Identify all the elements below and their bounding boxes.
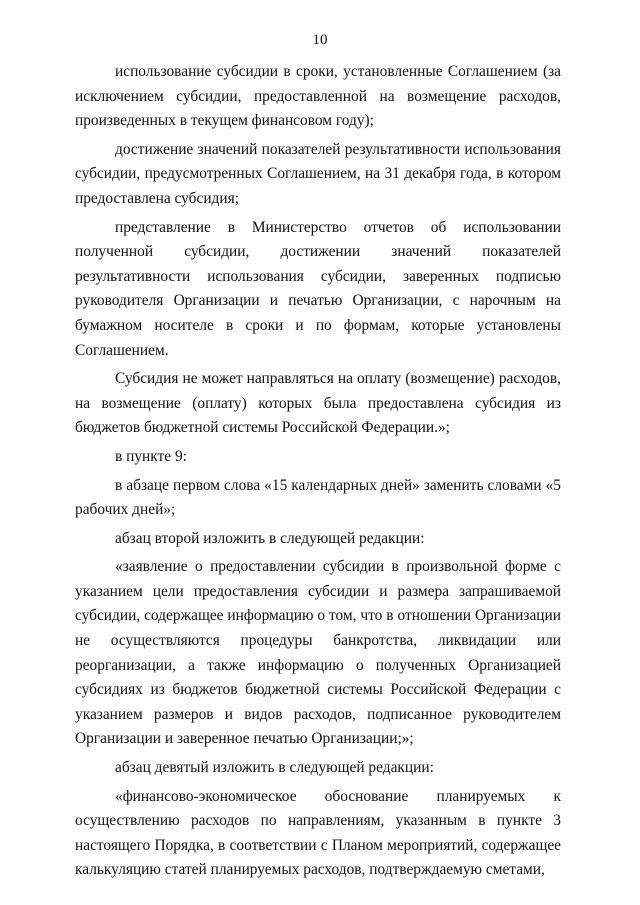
- paragraph-second-subclause-heading: абзац второй изложить в следующей редакции:: [115, 529, 425, 547]
- document-body: [75, 60, 561, 883]
- paragraph-ninth-subclause-heading: абзац девятый изложить в следующей редакции:: [115, 759, 434, 777]
- paragraph-first-subclause-amendment: в абзаце первом слова «15 календарных дней» заменить словами «5 рабочих дней»;: [75, 476, 561, 519]
- paragraph-performance-indicators: достижение значений показателей результативности использования субсидии, предусмотренных Соглашением, на 31 декабря года, в котором предоставлена субсидия;: [75, 140, 561, 207]
- paragraph-reports-submission: представление в Министерство отчетов об использовании полученной субсидии, достижении значений показателей результативности использования субсидии, заверенных подписью руководителя Организации и печатью Организации, с нарочным на бумажном носителе в сроки и по формам, которые установлены Соглашением.: [75, 218, 561, 359]
- paragraph-subsidy-usage-deadline: использование субсидии в сроки, установленные Соглашением (за исключением субсидии, предоставленной на возмещение расходов, произведенных в текущем финансовом году);: [75, 63, 561, 130]
- paragraph-financial-justification: «финансово-экономическое обоснование планируемых к осуществлению расходов по направлениям, указанным в пункте 3 настоящего Порядка, в соответствии с Планом мероприятий, содержащее калькуляцию статей планируемых расходов, подтверждаемую сметами,: [75, 787, 561, 879]
- paragraph-application-statement: «заявление о предоставлении субсидии в произвольной форме с указанием цели предоставления субсидии и размера запрашиваемой субсидии, содержащее информацию о том, что в отношении Организации не осуществляются процедуры банкротства, ликвидации или реорганизации, а также информацию о полученных Организацией субсидиях из бюджетов бюджетной системы Российской Федерации с указанием размеров и видов расходов, подписанное руководителем Организации и заверенное печатью Организации;»;: [75, 558, 561, 748]
- paragraph-clause-9-heading: в пункте 9:: [115, 447, 187, 465]
- page-number: 10: [312, 32, 328, 48]
- paragraph-subsidy-restriction: Субсидия не может направляться на оплату (возмещение) расходов, на возмещение (оплату) которых была предоставлена субсидия из бюджетов бюджетной системы Российской Федерации.»;: [75, 370, 561, 437]
